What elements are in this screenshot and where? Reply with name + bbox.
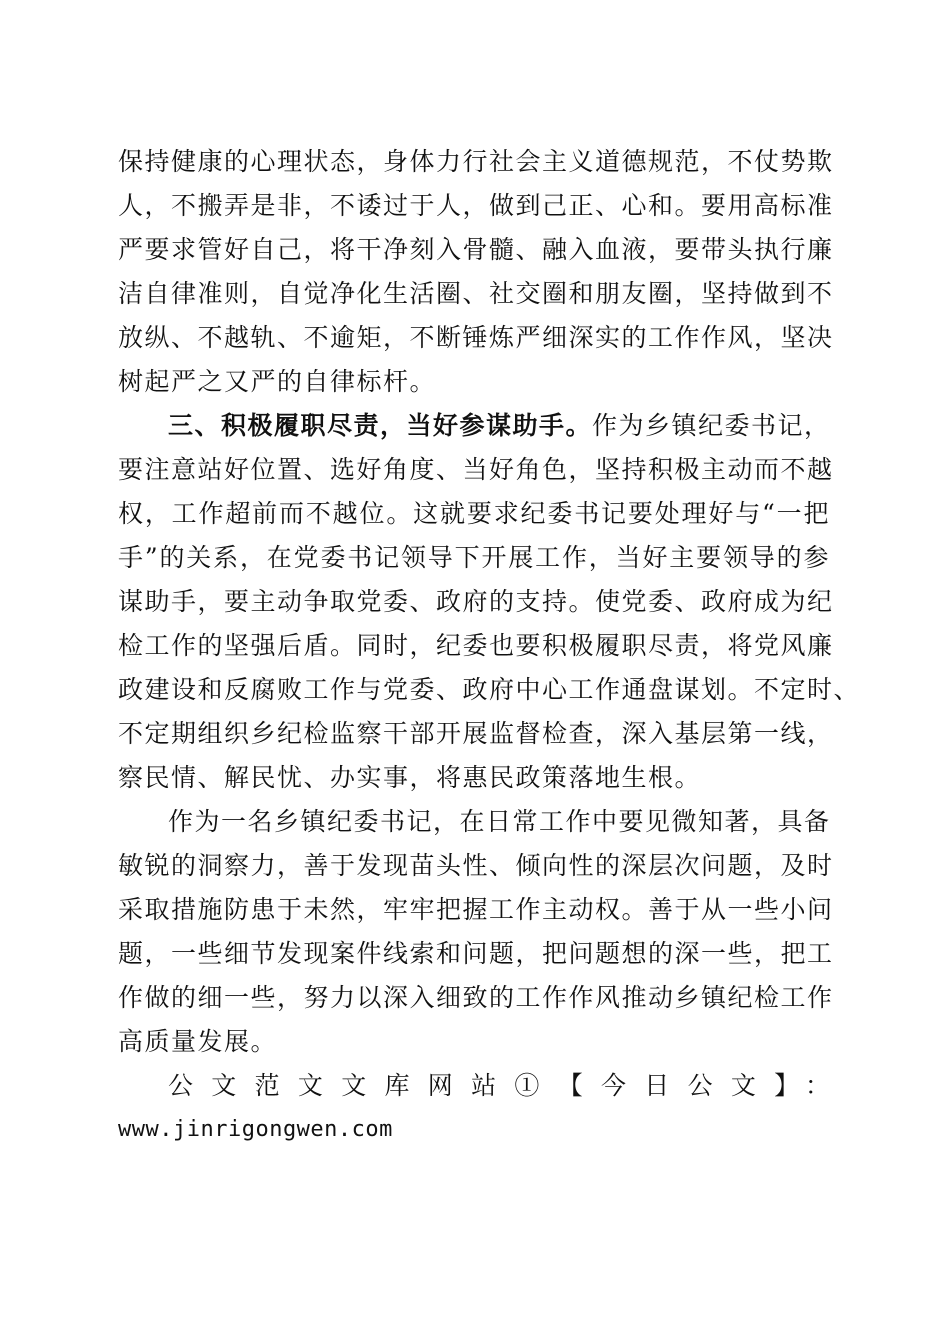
paragraph-3-line-5: 作做的细一些，努力以深入细致的工作作风推动乡镇纪检工作 [118, 983, 834, 1012]
paragraph-2-line-9: 察民情、解民忧、办实事，将惠民政策落地生根。 [118, 763, 702, 792]
paragraph-2-line-3: 权，工作超前而不越位。这就要求纪委书记要处理好与“一把 [118, 499, 830, 528]
paragraph-2-line-6: 检工作的坚强后盾。同时，纪委也要积极履职尽责，将党风廉 [118, 631, 834, 660]
paragraph-3-line-6: 高质量发展。 [118, 1027, 278, 1056]
footer-site-label: 公文范文文库网站①【今日公文】： [168, 1071, 830, 1100]
paragraph-3-line-3: 采取措施防患于未然，牢牢把握工作主动权。善于从一些小问 [118, 895, 834, 924]
paragraph-2-first-line [118, 404, 830, 448]
paragraph-2-line-8: 不定期组织乡纪检监察干部开展监督检查，深入基层第一线， [118, 719, 834, 748]
footer-site-url[interactable]: www.jinrigongwen.com [118, 1117, 393, 1142]
paragraph-3-line-2: 敏锐的洞察力，善于发现苗头性、倾向性的深层次问题，及时 [118, 851, 834, 880]
paragraph-1-line-5: 放纵、不越轨、不逾矩，不断锤炼严细深实的工作作风，坚决 [118, 323, 834, 352]
paragraph-1-line-1: 保持健康的心理状态，身体力行社会主义道德规范，不仗势欺 [118, 147, 834, 176]
paragraph-2-line-5: 谋助手，要主动争取党委、政府的支持。使党委、政府成为纪 [118, 587, 834, 616]
paragraph-1-line-6: 树起严之又严的自律标杆。 [118, 367, 437, 396]
paragraph-2-line-2: 要注意站好位置、选好角度、当好角色，坚持积极主动而不越 [118, 455, 834, 484]
paragraph-2-first-line-rest: 作为乡镇纪委书记， [592, 411, 831, 440]
paragraph-1-line-4: 洁自律准则，自觉净化生活圈、社交圈和朋友圈，坚持做到不 [118, 279, 834, 308]
section-heading: 三、积极履职尽责，当好参谋助手。 [168, 411, 593, 440]
body-text [118, 140, 861, 1152]
paragraph-2-line-7: 政建设和反腐败工作与党委、政府中心工作通盘谋划。不定时、 [118, 675, 861, 704]
paragraph-1-line-2: 人，不搬弄是非，不诿过于人，做到己正、心和。要用高标准 [118, 191, 834, 220]
paragraph-3-line-1: 作为一名乡镇纪委书记，在日常工作中要见微知著，具备 [168, 807, 831, 836]
paragraph-2-line-4: 手”的关系，在党委书记领导下开展工作，当好主要领导的参 [118, 543, 830, 572]
paragraph-1-line-3: 严要求管好自己，将干净刻入骨髓、融入血液，要带头执行廉 [118, 235, 834, 264]
paragraph-3-line-4: 题，一些细节发现案件线索和问题，把问题想的深一些，把工 [118, 939, 834, 968]
